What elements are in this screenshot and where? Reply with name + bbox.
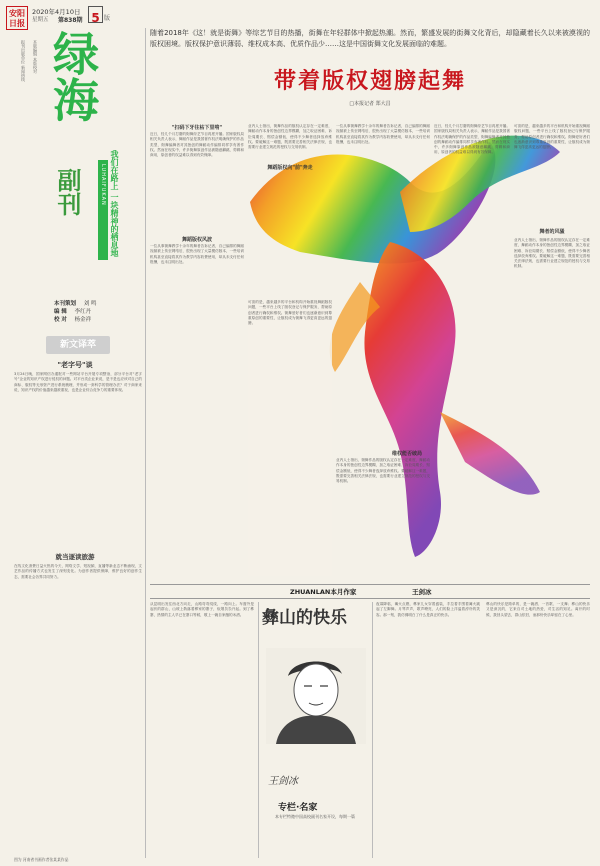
feature-column-1-cont: 一位从事街舞教学十余年的舞者告诉记者，自己编排的舞蹈视频被上传至网络后，很快出现了大量模仿版本，一些培训机构甚至直接将其作为教学内容收费使用，却从未支付任何报酬，也未注明出处。 — [150, 244, 244, 264]
masthead-pinyin-bar — [98, 160, 108, 260]
column-divider — [372, 602, 373, 858]
feature-column-3: 一位从事街舞教学十余年的舞者告诉记者，自己编排的舞蹈视频被上传至网络后，很快出现了大量模仿版本，一些培训机构甚至直接将其作为教学内容收费使用，却从未支付任何报酬，也未注明出处。 — [336, 124, 430, 144]
quote-title: "老字号"谈 — [57, 361, 93, 369]
editor-name: 李红丹 — [74, 309, 92, 315]
issue-weekday: 星期五 — [32, 17, 49, 23]
masthead-pinyin: LUHAIFUKAN — [100, 164, 106, 206]
feature-subhead: 舞者的风骚 — [539, 229, 565, 235]
feature-column-2-cont: 可喜的是，越来越多的平台和机构开始重视舞蹈版权问题，一些平台上线了版权登记与保护服务，帮助原创者进行确权和维权。街舞爱好者们也逐渐意识到尊重原创的重要性，让版权成为街舞飞得更高更远的翅膀。 — [248, 300, 332, 576]
feature-byline: □本报记者 郑大昌 — [349, 101, 391, 107]
editor-name: 刘 鸣 — [83, 301, 97, 307]
column-banner — [150, 586, 590, 599]
column-title: 彝山的快乐 — [262, 608, 347, 628]
feature-column-5: 可喜的是，越来越多的平台和机构开始重视舞蹈版权问题，一些平台上线了版权登记与保护服务，帮助原创者进行确权和维权。街舞爱好者们也逐渐意识到尊重原创的重要性，让版权成为街舞飞得更高更远的翅膀。 — [514, 124, 590, 150]
column-divider — [145, 28, 146, 858]
feature-column-2: 业内人士指出，街舞作品的版权认定存在一定难度，舞蹈动作本身的独创性边界模糊，加之取证困难、诉讼周期长、赔偿金额低，使得不少舞者选择放弃维权。要破解这一难题，既需要完善相关法律法规，也需要行业建立规范的授权与交易机制。 — [248, 124, 332, 150]
editor-role: 校 对 — [54, 317, 67, 323]
left-column-body-1: 3月24日晚，国家网信办通报对一些网站平台开展专项整治，部分平台对“老字号”企业的知识产权进行侵权的问题。对平台类企业来说，是不是也应该对自己的商标、版权等无形资产进行系统梳理，并形成一套科学的管理办法？对于商家来说，知识产权的价值越来越被重视，也是企业综合竞争力的重要体现。 — [14, 372, 142, 392]
section-badge-text: 新文译萃 — [59, 340, 96, 350]
page-unit: 版 — [104, 15, 111, 22]
feature-headline: 带着版权翅膀起舞 — [273, 68, 466, 94]
feature-column-1: 近日，经几个月打磨的街舞综艺节目再度开播。国家版权局相关负责人表示，舞蹈作品是我国著作权法明确保护的作品类型，街舞编舞者对其独创的舞蹈动作编排同样享有著作权。然而在现实中，许多街舞原创作品被随意翻跳、剪辑和商用，原创者的权益难以得到有效保障。 — [150, 132, 244, 158]
masthead-title — [46, 30, 106, 180]
issue-date: 2020年4月10日 — [32, 8, 81, 16]
side-info-4: 本版校对 — [33, 57, 38, 74]
column-text-1: 从昆明出发往西北方向走，山路弯弯绕绕，一路向上。车窗外是起伏的群山，山坡上散落着彝家的寨子，炊烟袅袅升起。到了彝寨，热情的主人早已在寨口等候，敬上一碗自家酿的米酒。 — [150, 602, 254, 617]
feature-subhead: 舞蹈版权风波 — [181, 237, 212, 243]
left-column-body-2: 在线文化消费日益火热的今天，网络文学、短视频、直播等新业态不断涌现，文艺作品的传播方式也发生了深刻变化。为创作者提供保障，维护良好的创作生态，需要社会各界共同努力。 — [14, 564, 142, 579]
newspaper-logo — [6, 6, 28, 30]
editor-row — [54, 316, 134, 324]
portrait-face — [294, 664, 338, 716]
lead-paragraph: 随着2018年《这！就是街舞》等综艺节目的热播，街舞在年轻群体中掀起热潮。然而，繁盛发展的街舞文化背后，却隐藏着长久以来被漠视的版权困境。版权保护意识薄弱、维权成本高、优质作品少……这是中国街舞文化发展面临的难题。 — [150, 29, 590, 48]
column-banner-text: ZHUANLAN本月作家 — [290, 588, 357, 596]
section-divider — [150, 584, 590, 585]
editor-row — [54, 300, 134, 308]
column-text-2: 夜幕降临，篝火点燃，彝家儿女穿着盛装，手拉着手围着篝火跳起了左脚舞。月琴声声，歌声嘹亮，人们的脸上洋溢着淳朴的笑容。那一刻，我仿佛明白了什么是真正的快乐。 — [376, 602, 480, 617]
editor-role: 本刊策划 — [54, 301, 77, 307]
left-essay-title: 就当逐读旅游 — [55, 553, 95, 561]
column-divider — [258, 602, 259, 858]
masthead-subtitle: 副刊 — [53, 168, 82, 216]
side-info-b — [28, 40, 38, 240]
side-info-1: 报刊出版单位 — [21, 40, 26, 64]
feature-column-4: 近日，经几个月打磨的街舞综艺节目再度开播。国家版权局相关负责人表示，舞蹈作品是我国著作权法明确保护的作品类型，街舞编舞者对其独创的舞蹈动作编排同样享有著作权。然而在现实中，许多街舞原创作品被随意翻跳、剪辑和商用，原创者的权益难以得到有效保障。 — [434, 124, 510, 155]
side-info-2: 新闻热线 — [21, 65, 26, 82]
left-caption: 图为 河南省书画作者张某某作品 — [14, 857, 69, 862]
green-headline: 我们在路上 一块精神的栖息地 — [110, 150, 120, 257]
column-author: 王剑冰 — [412, 588, 432, 596]
side-info-3: 本版编辑 — [33, 40, 38, 56]
author-portrait — [266, 648, 366, 744]
section-badge — [46, 336, 110, 354]
issue-number: 第838期 — [58, 17, 83, 24]
side-info — [14, 40, 26, 240]
page-number: 5 — [91, 11, 100, 25]
editor-list — [54, 300, 134, 324]
page-number-badge — [88, 6, 103, 23]
newspaper-logo-text: 安阳日报 — [9, 8, 25, 28]
feature-column-5-cont: 业内人士指出，街舞作品的版权认定存在一定难度，舞蹈动作本身的独创性边界模糊，加之取证困难、诉讼周期长、赔偿金额低，使得不少舞者选择放弃维权。要破解这一难题，既需要完善相关法律法规，也需要行业建立规范的授权与交易机制。 — [514, 238, 590, 269]
feature-subhead: 舞蹈版权向"前"奔走 — [267, 165, 313, 171]
editor-row — [54, 308, 134, 316]
author-signature: 王剑冰 — [268, 776, 298, 787]
column-intro: 本专栏特邀中国高校副刊名家开设，每期一篇 — [275, 814, 355, 819]
column-text-3: 彝山的快乐是简单的，是一碗酒、一首歌、一支舞；彝山的快乐又是深沉的，它来自对土地的热爱，对生活的知足。离开的时候，我回头望去，群山依旧，而那份快乐却留在了心里。 — [486, 602, 590, 617]
masthead-main-title: 绿海 — [46, 30, 100, 122]
feature-column-3-cont: 业内人士指出，街舞作品的版权认定存在一定难度，舞蹈动作本身的独创性边界模糊，加之取证困难、诉讼周期长、赔偿金额低，使得不少舞者选择放弃维权。要破解这一难题，既需要完善相关法律法规，也需要行业建立规范的授权与交易机制。 — [336, 458, 430, 484]
feature-subhead: "扫码下牙往枯下里啃" — [171, 125, 223, 131]
feature-subhead: 维权能否破局 — [391, 451, 422, 457]
editor-role: 编 辑 — [54, 309, 67, 315]
editor-name: 杨金祥 — [74, 317, 92, 323]
column-label: 专栏·名家 — [278, 803, 318, 813]
